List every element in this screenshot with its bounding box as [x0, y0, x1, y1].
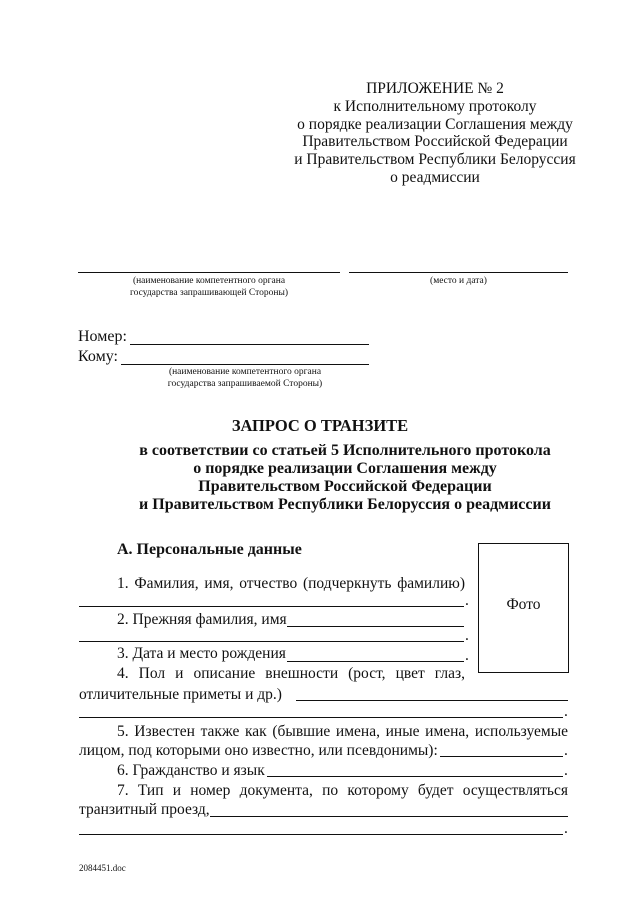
- subtitle-line: в соответствии со статьей 5 Исполнительного протокола: [139, 442, 551, 459]
- section-a-heading: А. Персональные данные: [117, 541, 302, 558]
- requested-authority-caption: [121, 367, 369, 390]
- item-7-label-cont: транзитный проезд,: [79, 801, 210, 818]
- place-date-line[interactable]: [349, 272, 568, 273]
- item-1-field-line[interactable]: [79, 606, 464, 607]
- number-label: Номер:: [78, 328, 127, 345]
- period: .: [465, 647, 469, 664]
- requesting-authority-caption: [78, 276, 340, 299]
- subtitle-line: о порядке реализации Соглашения между: [193, 460, 497, 477]
- photo-box[interactable]: [478, 543, 569, 673]
- item-1-label: 1. Фамилия, имя, отчество (подчеркнуть фамилию): [117, 575, 465, 592]
- item-7-field-line[interactable]: [210, 816, 568, 817]
- item-4-field-line-2[interactable]: [79, 717, 563, 718]
- item-2-field-line[interactable]: [287, 626, 464, 627]
- appendix-line: и Правительством Республики Белоруссия: [294, 151, 576, 169]
- item-7-field-line-2[interactable]: [79, 834, 563, 835]
- item-3-label: 3. Дата и место рождения: [117, 645, 286, 662]
- document-subtitle: [80, 442, 610, 514]
- period: .: [564, 703, 568, 720]
- item-2-field-line-2[interactable]: [79, 641, 464, 642]
- caption-line: государства запрашивающей Стороны): [129, 287, 289, 298]
- period: .: [465, 627, 469, 644]
- period: .: [465, 592, 469, 609]
- appendix-header: [255, 80, 615, 187]
- item-2-label: 2. Прежняя фамилия, имя: [117, 611, 287, 628]
- item-4-field-line[interactable]: [296, 700, 568, 701]
- item-7-label: 7. Тип и номер документа, по которому будет осуществляться: [117, 782, 568, 799]
- document-title: ЗАПРОС О ТРАНЗИТЕ: [231, 416, 409, 435]
- appendix-line: Правительством Российской Федерации: [302, 133, 568, 151]
- file-name-footer: 2084451.doc: [79, 863, 126, 873]
- item-4-label-cont: отличительные приметы и др.): [79, 686, 282, 703]
- photo-label: Фото: [506, 596, 541, 613]
- caption-line: государства запрашиваемой Стороны): [167, 378, 323, 389]
- subtitle-line: Правительством Российской Федерации: [198, 478, 492, 495]
- period: .: [564, 762, 568, 779]
- item-3-field-line[interactable]: [287, 661, 464, 662]
- item-5-label: 5. Известен также как (бывшие имена, иные имена, используемые: [117, 723, 568, 740]
- appendix-line: о порядке реализации Соглашения между: [297, 115, 573, 133]
- caption-line: (наименование компетентного органа: [132, 276, 286, 286]
- appendix-title: ПРИЛОЖЕНИЕ № 2: [366, 80, 504, 97]
- appendix-line: к Исполнительному протоколу: [333, 97, 537, 115]
- subtitle-line: и Правительством Республики Белоруссия о реадмиссии: [139, 496, 551, 513]
- to-label: Кому:: [78, 348, 118, 365]
- period: .: [564, 742, 568, 759]
- caption-line: (наименование компетентного органа: [168, 367, 322, 377]
- requesting-authority-line[interactable]: [78, 272, 340, 273]
- item-6-field-line[interactable]: [267, 776, 563, 777]
- place-date-caption: (место и дата): [430, 276, 487, 286]
- item-5-label-cont: лицом, под которыми оно известно, или псевдонимы):: [79, 742, 438, 759]
- item-6-label: 6. Гражданство и язык: [117, 762, 265, 779]
- period: .: [564, 820, 568, 837]
- to-field-line[interactable]: [121, 364, 369, 365]
- item-4-label: 4. Пол и описание внешности (рост, цвет глаз,: [117, 665, 465, 682]
- item-5-field-line[interactable]: [440, 756, 563, 757]
- appendix-line: о реадмиссии: [390, 168, 480, 186]
- number-field-line[interactable]: [130, 344, 369, 345]
